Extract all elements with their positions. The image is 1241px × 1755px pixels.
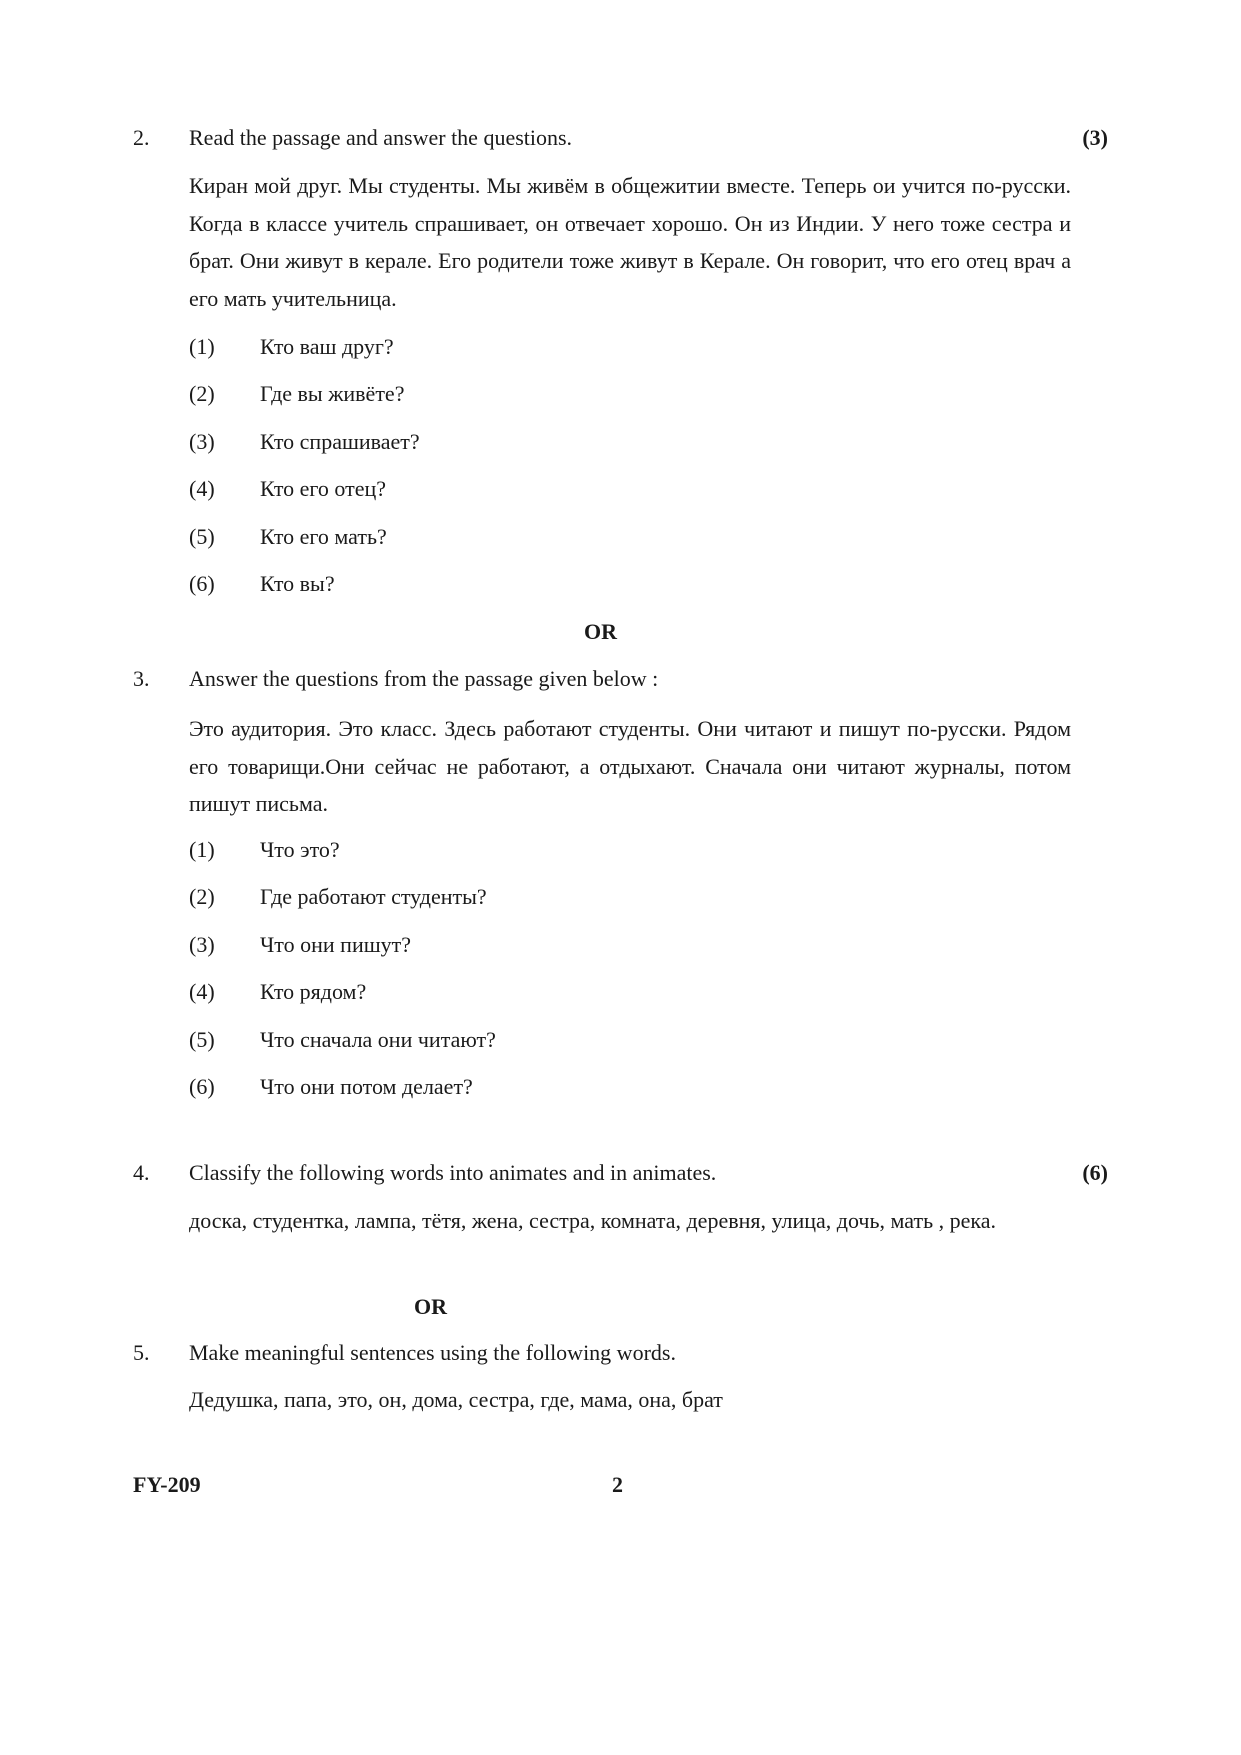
question-2-item: Где вы живёте?: [260, 381, 405, 406]
question-2-passage: Киран мой друг. Мы студенты. Мы живём в общежитии вместе. Теперь ои учится по-русски. Когда в классе учитель спрашивает, он отвечает хорошо. Он из Индии. У него тоже сестра и брат. Они живут в керале. Его родители тоже живут в Керале. Он говорит, что его отец врач а его мать учительница.: [189, 173, 1071, 311]
question-2-item: Кто его отец?: [260, 476, 387, 501]
question-2-item-number: (6): [189, 571, 215, 596]
question-2-item-number: (5): [189, 524, 215, 549]
question-4-word-list: доска, студентка, лампа, тётя, жена, сестра, комната, деревня, улица, дочь, мать , река.: [189, 1208, 997, 1233]
or-separator: OR: [584, 619, 617, 644]
question-4-marks: (6): [1082, 1160, 1108, 1185]
question-3-item-number: (4): [189, 979, 215, 1004]
question-2-item: Кто вы?: [260, 571, 335, 596]
question-2-prompt: Read the passage and answer the questions.: [189, 125, 573, 150]
question-3-item-number: (5): [189, 1027, 215, 1052]
question-3-passage: Это аудитория. Это класс. Здесь работают студенты. Они читают и пишут по-русски. Рядом его товарищи.Они сейчас не работают, а отдыхают. Сначала они читают журналы, потом пишут письма.: [189, 716, 1071, 816]
page-number: 2: [612, 1472, 623, 1497]
question-3-item: Кто рядом?: [260, 979, 367, 1004]
question-3-item: Что сначала они читают?: [260, 1027, 496, 1052]
question-2-item-number: (4): [189, 476, 215, 501]
question-2-item-number: (1): [189, 334, 215, 359]
question-3-item-number: (2): [189, 884, 215, 909]
question-2-number: 2.: [133, 125, 150, 150]
question-2-item: Кто спрашивает?: [260, 429, 420, 454]
question-2-item: Кто ваш друг?: [260, 334, 394, 359]
question-4-prompt: Classify the following words into animates and in animates.: [189, 1160, 717, 1185]
question-3-item: Что они пишут?: [260, 932, 412, 957]
question-5-word-list: Дедушка, папа, это, он, дома, сестра, где, мама, она, брат: [189, 1387, 723, 1412]
question-3-item-number: (3): [189, 932, 215, 957]
question-4-number: 4.: [133, 1160, 150, 1185]
question-3-item-number: (1): [189, 837, 215, 862]
question-2-item-number: (3): [189, 429, 215, 454]
question-3-item: Что они потом делает?: [260, 1074, 473, 1099]
question-5-prompt: Make meaningful sentences using the following words.: [189, 1340, 676, 1365]
question-2-item-number: (2): [189, 381, 215, 406]
question-3-item-number: (6): [189, 1074, 215, 1099]
question-5-number: 5.: [133, 1340, 150, 1365]
question-3-prompt: Answer the questions from the passage given below :: [189, 666, 659, 691]
question-2-item: Кто его мать?: [260, 524, 387, 549]
question-3-number: 3.: [133, 666, 150, 691]
or-separator: OR: [414, 1294, 447, 1319]
question-3-item: Где работают студенты?: [260, 884, 487, 909]
paper-code: FY-209: [133, 1472, 201, 1497]
question-3-item: Что это?: [260, 837, 340, 862]
question-2-marks: (3): [1082, 125, 1108, 150]
